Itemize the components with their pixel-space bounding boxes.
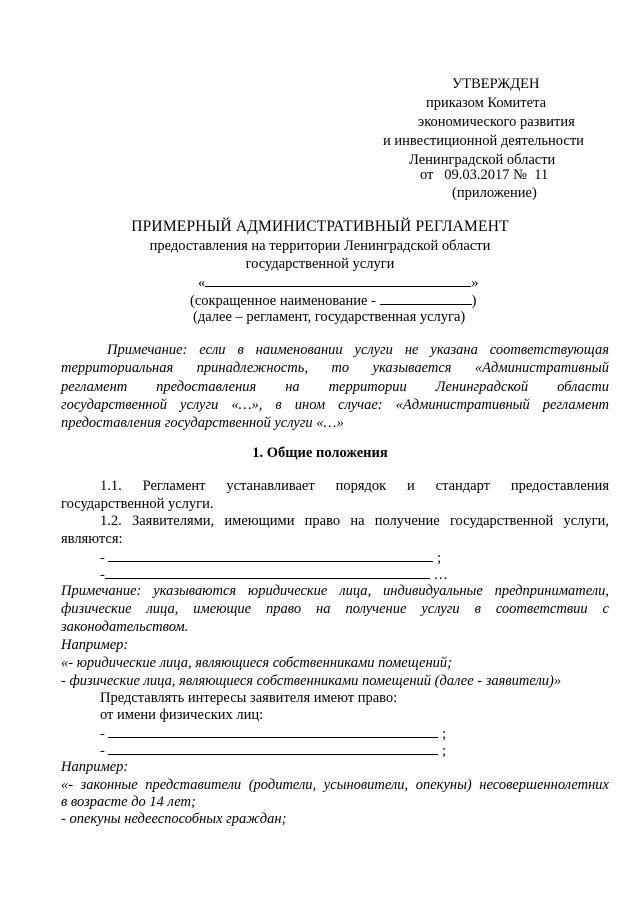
paragraph-1-2-line-1: 1.2. Заявителями, имеющими право на получение государственной услуги, (100, 513, 609, 529)
service-name-field: « » (198, 275, 479, 291)
applicant-blank-line-1 (108, 549, 433, 562)
title-subline-1: предоставления на территории Ленинградской области (149, 238, 491, 254)
note2-example-2: - физические лица, являющиеся собственниками помещений (далее - заявители)» (61, 673, 562, 689)
representatives-example-1-line-2: в возрасте до 14 лет; (61, 794, 196, 810)
approval-date-number: от 09.03.2017 № 11 (420, 167, 549, 183)
representative-blank-line-1 (108, 725, 438, 738)
note1-line-1: Примечание: если в наименовании услуги не указана соответствующая (107, 342, 609, 358)
note2-example-1: «- юридические лица, являющиеся собственниками помещений; (61, 655, 452, 671)
applicant-blank-2: - … (100, 567, 448, 583)
hereafter-note: (далее – регламент, государственная услуга) (193, 309, 466, 325)
representatives-example-label: Например: (61, 759, 129, 775)
note1-line-3: регламент предоставления на территории Ленинградской области (61, 379, 609, 395)
note2-line-1: Примечание: указываются юридические лица, индивидуальные предприниматели, (61, 583, 609, 599)
representatives-line-1: Представлять интересы заявителя имеют право: (100, 690, 398, 706)
paragraph-1-2-line-2: являются: (61, 531, 123, 547)
representative-blank-1: - ; (100, 726, 447, 742)
note1-line-5: предоставления государственной услуги «…» (61, 415, 344, 431)
note2-example-label: Например: (61, 637, 129, 653)
paragraph-1-1-line-2: государственной услуги. (61, 496, 214, 512)
document-title: ПРИМЕРНЫЙ АДМИНИСТРАТИВНЫЙ РЕГЛАМЕНТ (131, 218, 509, 235)
approval-committee-2: и инвестиционной деятельности (383, 133, 584, 149)
approval-region: Ленинградской области (409, 152, 556, 168)
approval-order: приказом Комитета (426, 95, 547, 111)
note1-line-2: территориальная принадлежность, то указывается «Административный (61, 360, 609, 376)
applicant-blank-line-2 (105, 566, 430, 579)
service-name-blank (205, 274, 471, 287)
note2-line-2: физические лица, имеющие право на получение услуги в соответствии с (61, 601, 609, 617)
note1-line-4: государственной услуги «…», в ином случае: «Административный регламент (61, 397, 609, 413)
paragraph-1-1-line-1: 1.1. Регламент устанавливает порядок и стандарт предоставления (100, 478, 609, 494)
representatives-example-2: - опекуны недееспособных граждан; (61, 811, 287, 827)
representatives-example-1-line-1: «- законные представители (родители, усыновители, опекуны) несовершеннолетних (61, 777, 609, 793)
short-name-blank (380, 292, 472, 305)
section-heading: 1. Общие положения (252, 445, 388, 461)
note2-line-3: законодательством. (61, 619, 189, 635)
approval-appendix: (приложение) (452, 185, 537, 201)
representative-blank-2: - ; (100, 743, 447, 759)
representative-blank-line-2 (108, 742, 438, 755)
approval-committee-1: экономического развития (418, 114, 575, 130)
representatives-line-2: от имени физических лиц: (100, 707, 264, 723)
title-subline-2: государственной услуги (245, 256, 395, 272)
approval-title: УТВЕРЖДЕН (452, 76, 540, 92)
short-name-field: (сокращенное наименование - ) (190, 293, 477, 309)
applicant-blank-1: - ; (100, 550, 442, 566)
